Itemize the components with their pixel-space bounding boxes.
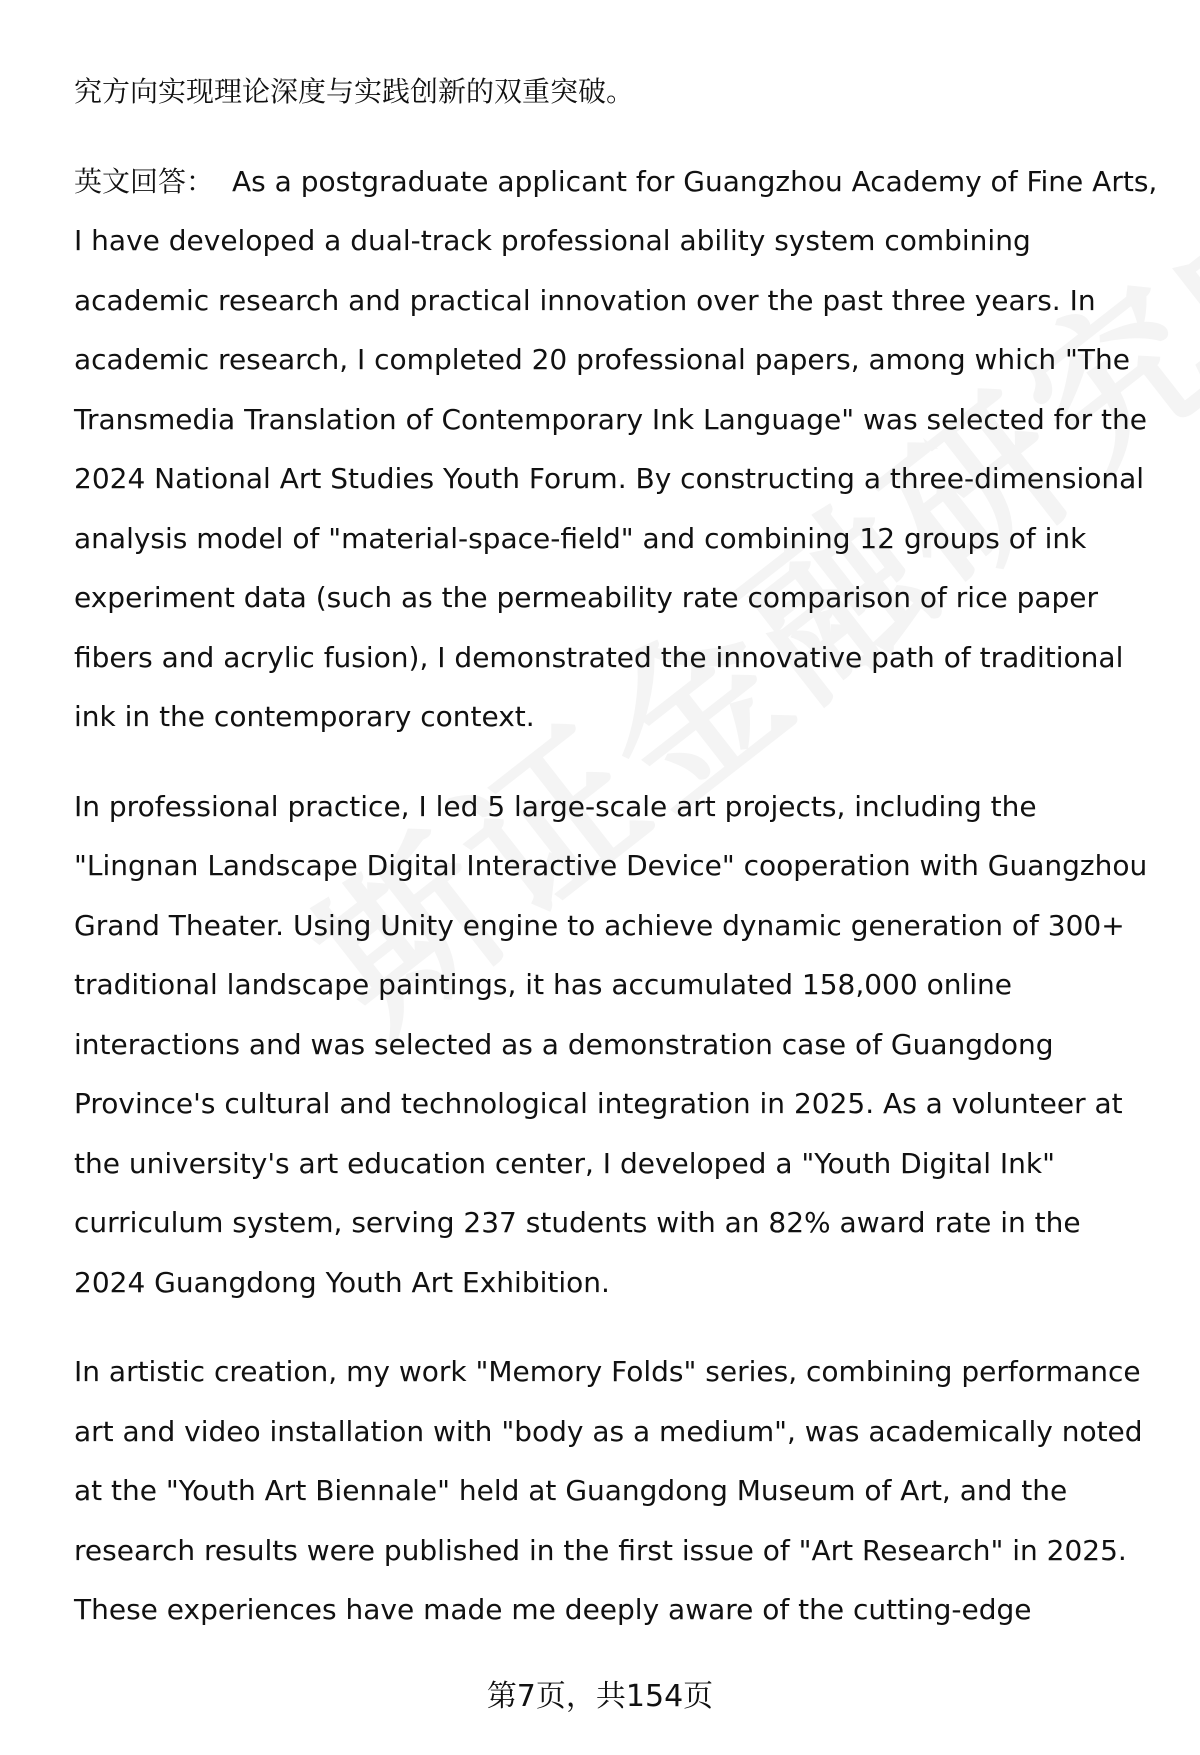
page-indicator: 第7页，共154页 (486, 1679, 714, 1714)
paragraph-professional-practice: In professional practice, I led 5 large-scale art projects, including the "Lingnan Landscape Digital Interactive Device" cooperation with Guangzhou Grand Theater. Using Unity engine to achieve dynamic generation of 300+ traditional landscape paintings, it has accumulated 158,000 online interactions and was selected as a demonstration case of Guangdong Province's cultural and technological integration in 2025. As a volunteer at the university's art education center, I developed a "Youth Digital Ink" curriculum system, serving 237 students with an 82% award rate in the 2024 Guangdong Youth Art Exhibition. (74, 789, 1148, 1299)
document-body (74, 62, 1159, 1670)
paragraph-english-answer (74, 152, 1159, 747)
paragraph-chinese-continuation: 究方向实现理论深度与实践创新的双重突破。 (74, 75, 635, 108)
english-answer-text: As a postgraduate applicant for Guangzhou Academy of Fine Arts, I have developed a dual-track professional ability system combining academic research and practical innovation over the past three years. In academic research, I completed 20 professional papers, among which "The Transmedia Translation of Contemporary Ink Language" was selected for the 2024 National Art Studies Youth Forum. By constructing a three-dimensional analysis model of "material-space-field" and combining 12 groups of ink experiment data (such as the permeability rate comparison of rice paper fibers and acrylic fusion), I demonstrated the innovative path of traditional ink in the contemporary context. (74, 164, 1158, 733)
english-answer-label: 英文回答： (74, 164, 215, 198)
paragraph-artistic-creation: In artistic creation, my work "Memory Folds" series, combining performance art and video installation with "body as a medium", was academically noted at the "Youth Art Biennale" held at Guangdong Museum of Art, and the research results were published in the first issue of "Art Research" in 2025. These experiences have made me deeply aware of the cutting-edge (74, 1355, 1143, 1626)
